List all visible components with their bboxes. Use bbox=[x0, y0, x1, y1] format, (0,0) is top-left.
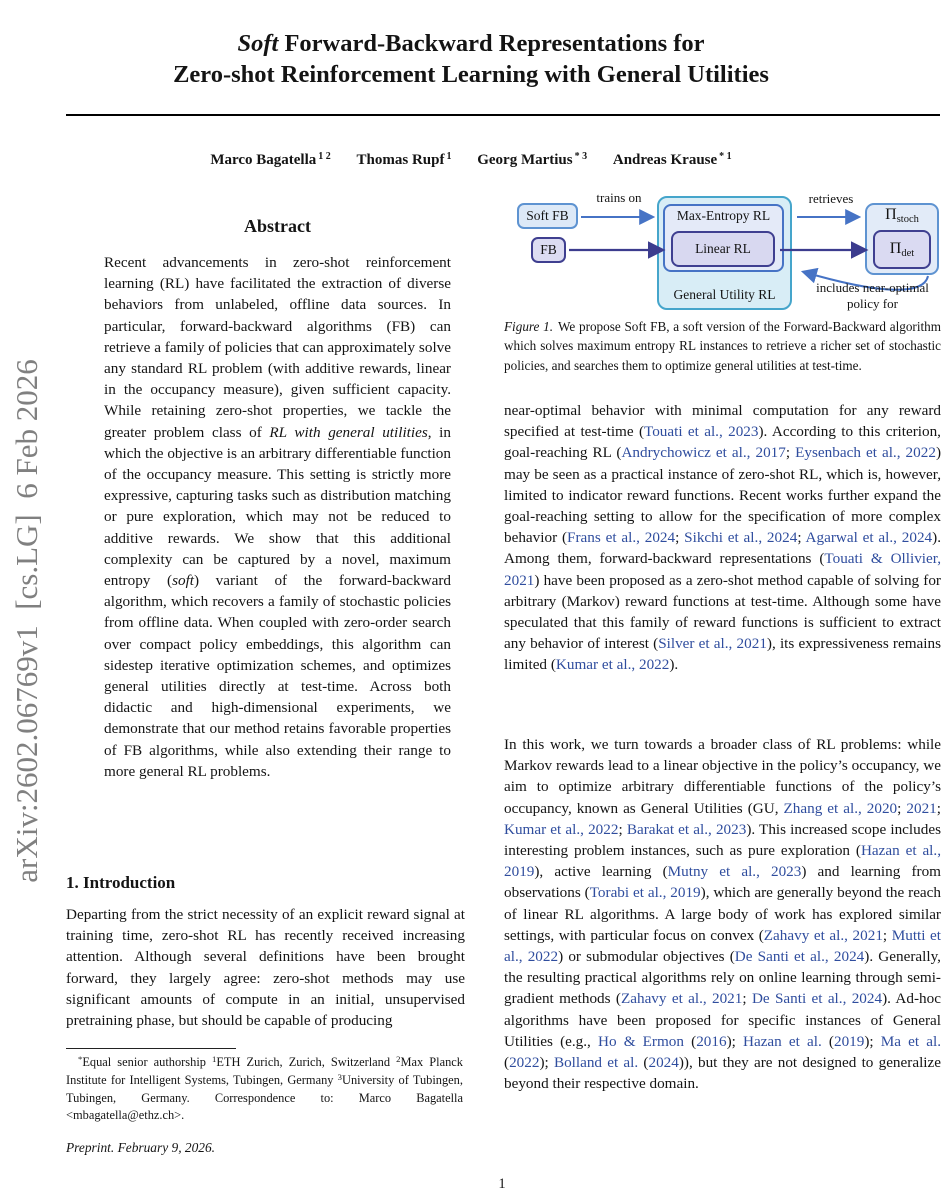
section-heading-introduction: 1. Introduction bbox=[66, 873, 176, 892]
citation-link[interactable]: Kumar et al., 2022 bbox=[555, 656, 670, 674]
citation-link[interactable]: 2022 bbox=[509, 1054, 540, 1072]
figure-box-pi-det: $\Pi_{det}$ bbox=[873, 230, 931, 269]
citation-link[interactable]: 2019 bbox=[833, 1032, 865, 1050]
citation-link[interactable]: Sikchi et al., 2024 bbox=[684, 529, 798, 547]
arxiv-watermark: arXiv:2602.06769v1 [cs.LG] 6 Feb 2026 bbox=[9, 359, 44, 883]
paper-title-line2: Zero-shot Reinforcement Learning with General Utilities bbox=[173, 61, 769, 88]
author: Marco Bagatella $^{1 2}$ bbox=[210, 151, 331, 168]
figure-box-soft-fb: Soft FB bbox=[517, 203, 578, 229]
author: Andreas Krause $^{* 1}$ bbox=[612, 151, 732, 168]
figure-label-retrieves: retrieves bbox=[808, 191, 854, 206]
citation-link[interactable]: Ma et al. bbox=[880, 1032, 941, 1050]
citation-link[interactable]: Barakat et al., 2023 bbox=[626, 820, 747, 838]
citation-link[interactable]: Touati et al., 2023 bbox=[644, 423, 759, 441]
author: Georg Martius $^{* 3}$ bbox=[477, 151, 588, 168]
preprint-date: Preprint. February 9, 2026. bbox=[66, 1140, 216, 1155]
figure-1-caption: Figure 1. We propose Soft FB, a soft version of the Forward-Backward algorithm which solves maximum entropy RL instances to retrieve a richer set of stochastic policies, and searches them to optimize general utilities at test-time. bbox=[504, 319, 941, 373]
abstract-section bbox=[104, 216, 451, 782]
author: Thomas Rupf $^1$ bbox=[356, 151, 452, 168]
paper-title-line1: Soft Forward-Backward Representations for bbox=[237, 30, 705, 57]
citation-link[interactable]: Zahavy et al., 2021 bbox=[620, 990, 743, 1008]
citation-link[interactable]: Ho & Ermon bbox=[598, 1032, 684, 1050]
citation-link[interactable]: De Santi et al., 2024 bbox=[751, 990, 883, 1008]
citation-link[interactable]: De Santi et al., 2024 bbox=[734, 948, 865, 966]
figure-label-general-utility-rl: General Utility RL bbox=[673, 287, 776, 302]
citation-link[interactable]: 2024 bbox=[648, 1054, 679, 1072]
left-column bbox=[66, 210, 465, 1170]
citation-link[interactable]: Hazan et al., 2019 bbox=[504, 842, 942, 881]
body-paragraph-1: near-optimal behavior with minimal computation for any reward specified at test-time (Touati et al., 2023). According to this criterion, goal-reaching RL (Andrychowicz et al., 2017; Eysenbach et al., 2022) may be seen as a practical instance of zero-shot RL, which is, however, limited to indicator reward functions. Recent works further expand the goal-reaching setting to allow for the specification of more complex behavior (Frans et al., 2024; Sikchi et al., 2024; Agarwal et al., 2024). Among them, forward-backward representations (Touati & Ollivier, 2021) have been proposed as a zero-shot method capable of solving for arbitrary (Markov) reward functions at test-time. Although some have speculated that this family of reward functions is sufficient to extract any behavior of interest (Silver et al., 2021), its expressiveness remains limited (Kumar et al., 2022). bbox=[504, 402, 941, 674]
citation-link[interactable]: Mutny et al., 2023 bbox=[667, 863, 802, 881]
citation-link[interactable]: Bolland et al. bbox=[553, 1054, 639, 1072]
citation-link[interactable]: Zahavy et al., 2021 bbox=[763, 926, 883, 944]
citation-link[interactable]: Eysenbach et al., 2022 bbox=[795, 444, 936, 462]
figure-label-pi-stoch: $\Pi_{stoch}$ bbox=[885, 206, 919, 225]
title-divider bbox=[66, 114, 940, 116]
footnote-divider bbox=[66, 1048, 236, 1049]
citation-link[interactable]: Kumar et al., 2022 bbox=[504, 820, 619, 838]
figure-label-max-entropy-rl: Max-Entropy RL bbox=[676, 208, 771, 223]
author-affiliation-sup: 1 bbox=[446, 151, 452, 162]
figure-label-includes-near-optimal: includes near-optimal policy for bbox=[816, 280, 929, 311]
citation-link[interactable]: Torabi et al., 2019 bbox=[589, 884, 701, 902]
footnote: *Equal senior authorship $^1$ETH Zurich, Zurich, Switzerland $^2$Max Planck Institute for Intelligent Systems, Tubingen, Germany $^3$University of Tubingen, Tubingen, Germany. Correspondence to: Marco Bagatella <mbagatella@ethz.ch>. bbox=[66, 1054, 463, 1122]
author-affiliation-sup: * 1 bbox=[719, 151, 732, 162]
citation-link[interactable]: Hazan et al. bbox=[742, 1032, 822, 1050]
author-affiliation-sup: * 3 bbox=[574, 151, 588, 162]
figure-label-trains-on: trains on bbox=[596, 190, 642, 205]
figure-label-linear-rl: Linear RL bbox=[695, 241, 751, 256]
citation-link[interactable]: Andrychowicz et al., 2017 bbox=[621, 444, 786, 462]
figure-box-fb: FB bbox=[531, 237, 566, 263]
right-column bbox=[504, 190, 941, 1180]
citation-link[interactable]: Silver et al., 2021 bbox=[658, 635, 767, 653]
citation-link[interactable]: 2021 bbox=[906, 799, 937, 817]
citation-link[interactable]: Mutti et al., 2022 bbox=[504, 926, 942, 966]
body-paragraph-2: In this work, we turn towards a broader class of RL problems: while Markov rewards lead to a linear objective in the policy’s occupancy, we aim to optimize arbitrary differentiable functions of the policy’s occupancy, known as General Utilities (GU, Zhang et al., 2020; 2021; Kumar et al., 2022; Barakat et al., 2023). This increased scope includes interesting problem instances, such as pure exploration (Hazan et al., 2019), active learning (Mutny et al., 2023) and learning from observations (Torabi et al., 2019), which are generally beyond the reach of linear RL algorithms. A large body of work has explored similar settings, with particular focus on convex (Zahavy et al., 2021; Mutti et al., 2022) or submodular objectives (De Santi et al., 2024). Generally, the resulting practical algorithms rely on online learning through semi-gradient methods (Zahavy et al., 2021; De Santi et al., 2024). Ad-hoc algorithms have been proposed for specific instances of General Utilities (e.g., Ho & Ermon (2016); Hazan et al. (2019); Ma et al. (2022); Bolland et al. (2024)), but they are not designed to generalize beyond their respective domain. bbox=[504, 736, 942, 1093]
figure-1-diagram bbox=[504, 190, 941, 315]
author-affiliation-sup: 1 2 bbox=[318, 151, 331, 162]
citation-link[interactable]: Zhang et al., 2020 bbox=[783, 799, 898, 817]
figure-caption-label: Figure 1. bbox=[504, 319, 554, 334]
citation-link[interactable]: Touati & Ollivier, 2021 bbox=[504, 550, 941, 589]
abstract-body: Recent advancements in zero-shot reinforcement learning (RL) have facilitated the extraction of diverse behaviors from unlabeled, offline data sources. In particular, forward-backward algorithms (FB) can retrieve a family of policies that can approximately solve any standard RL problem (with additive rewards, linear in the occupancy measure), given sufficient capacity. While retaining zero-shot properties, we tackle the greater problem class of RL with general utilities, in which the objective is an arbitrary differentiable function of the occupancy measure. This setting is strictly more expressive, capturing tasks such as distribution matching or pure exploration, which may not be reduced to additive rewards. We show that this additional complexity can be captured by a novel, maximum entropy (soft) variant of the forward-backward algorithm, which recovers a family of stochastic policies from offline data. When coupled with zero-order search over compact policy embeddings, this algorithm can sidestep iterative optimization schemes, and optimizes general utilities directly at test-time. Across both didactic and high-dimensional experiments, we demonstrate that our method retains favorable properties of FB algorithms, while also extending their range to more general RL problems. bbox=[104, 254, 452, 780]
introduction-paragraph: Departing from the strict necessity of an explicit reward signal at training time, zero-shot RL has recently received increasing attention. Although several definitions have been brought forward, they largely agree: zero-shot methods may use significant amounts of compute in an initial, unsupervised pretraining phase, but should be capable of producing bbox=[66, 906, 465, 1030]
abstract-heading: Abstract bbox=[244, 216, 311, 236]
citation-link[interactable]: 2016 bbox=[696, 1032, 727, 1050]
paper-title bbox=[66, 28, 876, 90]
author-list bbox=[66, 152, 876, 169]
citation-link[interactable]: Frans et al., 2024 bbox=[567, 529, 676, 547]
citation-link[interactable]: Agarwal et al., 2024 bbox=[805, 529, 933, 547]
page-number: 1 bbox=[498, 1176, 506, 1192]
